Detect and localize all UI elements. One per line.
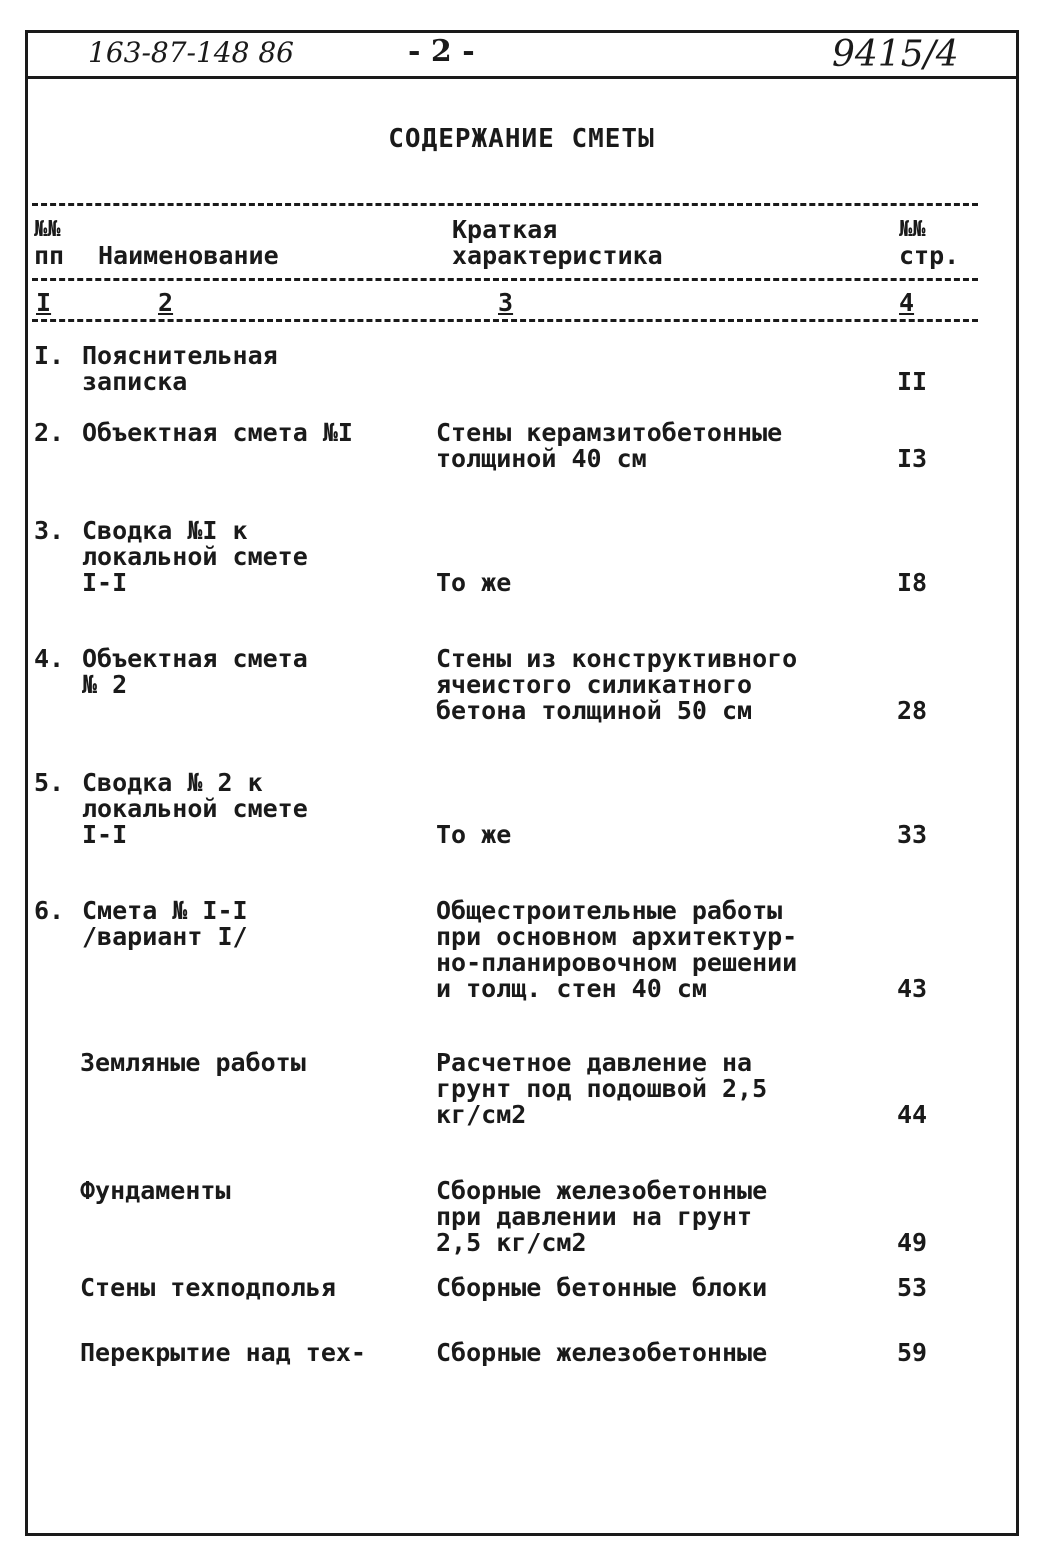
doc-code: 163-87-148 86 (88, 36, 294, 69)
row-page-number: 33 (897, 820, 928, 849)
row-name-line: Пояснительная (82, 341, 278, 370)
row-desc-line: толщиной 40 см (436, 444, 647, 473)
row-name-line: I-I (82, 820, 128, 849)
row-name-line: Земляные работы (80, 1048, 306, 1077)
row-desc-line: кг/см2 (436, 1100, 527, 1129)
row-desc-line: и толщ. стен 40 см (436, 974, 707, 1003)
row-number: 2. (34, 418, 65, 447)
row-name-line: записка (82, 367, 188, 396)
archive-number: 9415/4 (832, 34, 959, 75)
row-name-line: Фундаменты (80, 1176, 231, 1205)
col-number-4: 4 (899, 288, 915, 317)
row-name-line: Объектная смета (82, 644, 308, 673)
row-page-number: II (897, 367, 928, 396)
row-page-number: 59 (897, 1338, 928, 1367)
row-desc-line: при давлении на грунт (436, 1202, 753, 1231)
row-desc-line: при основном архитектур- (436, 922, 798, 951)
col-number-3: 3 (498, 288, 514, 317)
page-marker: - 2 - (408, 34, 475, 69)
row-number: 3. (34, 516, 65, 545)
row-page-number: 28 (897, 696, 928, 725)
col-number-2: 2 (158, 288, 174, 317)
row-desc-line: То же (436, 820, 512, 849)
row-number: 5. (34, 768, 65, 797)
row-desc-line: Стены из конструктивного (436, 644, 798, 673)
col-page-label-2: стр. (899, 241, 960, 270)
row-desc-line: ячеистого силикатного (436, 670, 753, 699)
row-desc-line: То же (436, 568, 512, 597)
row-desc-line: 2,5 кг/см2 (436, 1228, 587, 1257)
page-title: СОДЕРЖАНИЕ СМЕТЫ (388, 124, 655, 154)
row-desc-line: Сборные железобетонные (436, 1338, 768, 1367)
row-name-line: Объектная смета №I (82, 418, 353, 447)
row-desc-line: Стены керамзитобетонные (436, 418, 783, 447)
row-page-number: 53 (897, 1273, 928, 1302)
row-desc-line: Общестроительные работы (436, 896, 783, 925)
col-name-label: Наименование (98, 241, 279, 270)
row-page-number: 43 (897, 974, 928, 1003)
row-name-line: Сводка №I к (82, 516, 248, 545)
col-page-label: №№ (899, 217, 926, 242)
table-top-rule (32, 203, 978, 206)
col-number-rule (32, 319, 978, 322)
row-page-number: I3 (897, 444, 928, 473)
row-name-line: /вариант I/ (82, 922, 248, 951)
row-name-line: Сводка № 2 к (82, 768, 263, 797)
row-page-number: 44 (897, 1100, 928, 1129)
row-desc-line: Сборные бетонные блоки (436, 1273, 768, 1302)
row-desc-line: бетона толщиной 50 см (436, 696, 753, 725)
col-number-1: I (36, 288, 52, 317)
row-page-number: 49 (897, 1228, 928, 1257)
row-desc-line: но-планировочном решении (436, 948, 798, 977)
col-num-label-2: пп (34, 241, 65, 270)
row-page-number: I8 (897, 568, 928, 597)
row-name-line: Смета № I-I (82, 896, 248, 925)
row-number: I. (34, 341, 65, 370)
row-number: 4. (34, 644, 65, 673)
col-num-label: №№ (34, 217, 61, 242)
row-desc-line: Сборные железобетонные (436, 1176, 768, 1205)
row-name-line: Перекрытие над тех- (80, 1338, 366, 1367)
row-name-line: № 2 (82, 670, 128, 699)
row-desc-line: Расчетное давление на (436, 1048, 753, 1077)
col-desc-label: Краткая (452, 215, 558, 244)
row-name-line: I-I (82, 568, 128, 597)
row-name-line: локальной смете (82, 542, 308, 571)
header-divider (25, 76, 1019, 79)
col-desc-label-2: характеристика (452, 241, 663, 270)
row-desc-line: грунт под подошвой 2,5 (436, 1074, 768, 1103)
row-name-line: локальной смете (82, 794, 308, 823)
row-name-line: Стены техподполья (80, 1273, 336, 1302)
row-number: 6. (34, 896, 65, 925)
header-bottom-rule (32, 278, 978, 281)
